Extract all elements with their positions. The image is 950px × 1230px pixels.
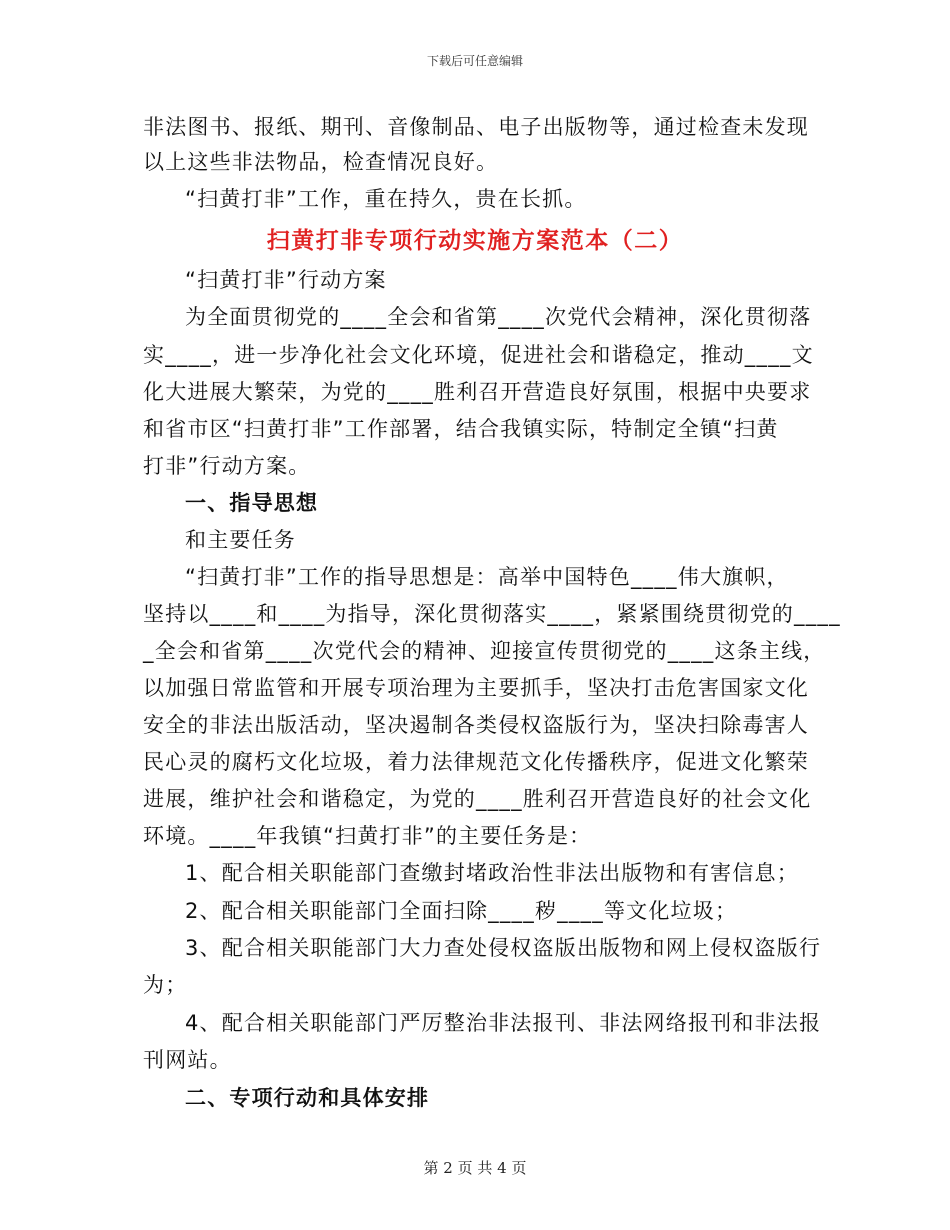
body-line: 实____，进一步净化社会文化环境，促进社会和谐稳定，推动____文 <box>143 343 814 367</box>
body-line: 打非”行动方案。 <box>143 454 311 478</box>
body-line: 刊网站。 <box>143 1048 232 1072</box>
body-line: “扫黄打非”行动方案 <box>185 268 387 292</box>
heading-special-actions: 二、专项行动和具体安排 <box>185 1086 430 1110</box>
list-item: 2、配合相关职能部门全面扫除____秽____等文化垃圾； <box>185 899 738 923</box>
heading-guiding-thought: 一、指导思想 <box>185 491 319 515</box>
body-line: 民心灵的腐朽文化垃圾，着力法律规范文化传播秩序，促进文化繁荣 <box>143 750 809 774</box>
section-title: 扫黄打非专项行动实施方案范本（二） <box>266 228 684 254</box>
body-line: “扫黄打非”工作，重在持久，贵在长抓。 <box>185 187 587 211</box>
body-line: 以上这些非法物品，检查情况良好。 <box>143 150 499 174</box>
body-line: 和主要任务 <box>185 528 296 552</box>
page-header: 下载后可任意编辑 <box>426 54 523 68</box>
body-line: 安全的非法出版活动，坚决遏制各类侵权盗版行为，坚决扫除毒害人 <box>143 713 809 737</box>
list-item: 1、配合相关职能部门查缴封堵政治性非法出版物和有害信息； <box>185 861 799 885</box>
body-line: 坚持以____和____为指导，深化贯彻落实____，紧紧围绕贯彻党的____ <box>143 602 841 626</box>
body-line: 环境。____年我镇“扫黄打非”的主要任务是： <box>143 824 592 848</box>
body-line: 为； <box>143 973 188 997</box>
body-line: 非法图书、报纸、期刊、音像制品、电子出版物等，通过检查未发现 <box>143 115 809 139</box>
body-line: 以加强日常监管和开展专项治理为主要抓手，坚决打击危害国家文化 <box>143 676 809 700</box>
body-line: 为全面贯彻党的____全会和省第____次党代会精神，深化贯彻落 <box>185 305 812 329</box>
page-footer: 第 2 页 共 4 页 <box>423 1159 527 1177</box>
body-line: 化大进展大繁荣，为党的____胜利召开营造良好氛围，根据中央要求 <box>143 380 812 404</box>
body-line: “扫黄打非”工作的指导思想是：高举中国特色____伟大旗帜， <box>185 565 789 589</box>
body-line: _全会和省第____次党代会的精神、迎接宣传贯彻党的____这条主线， <box>143 639 826 663</box>
body-line: 进展，维护社会和谐稳定，为党的____胜利召开营造良好的社会文化 <box>143 787 812 811</box>
list-item: 4、配合相关职能部门严厉整治非法报刊、非法网络报刊和非法报 <box>185 1011 822 1035</box>
list-item: 3、配合相关职能部门大力查处侵权盗版出版物和网上侵权盗版行 <box>185 936 822 960</box>
body-line: 和省市区“扫黄打非”工作部署，结合我镇实际，特制定全镇“扫黄 <box>143 417 779 441</box>
